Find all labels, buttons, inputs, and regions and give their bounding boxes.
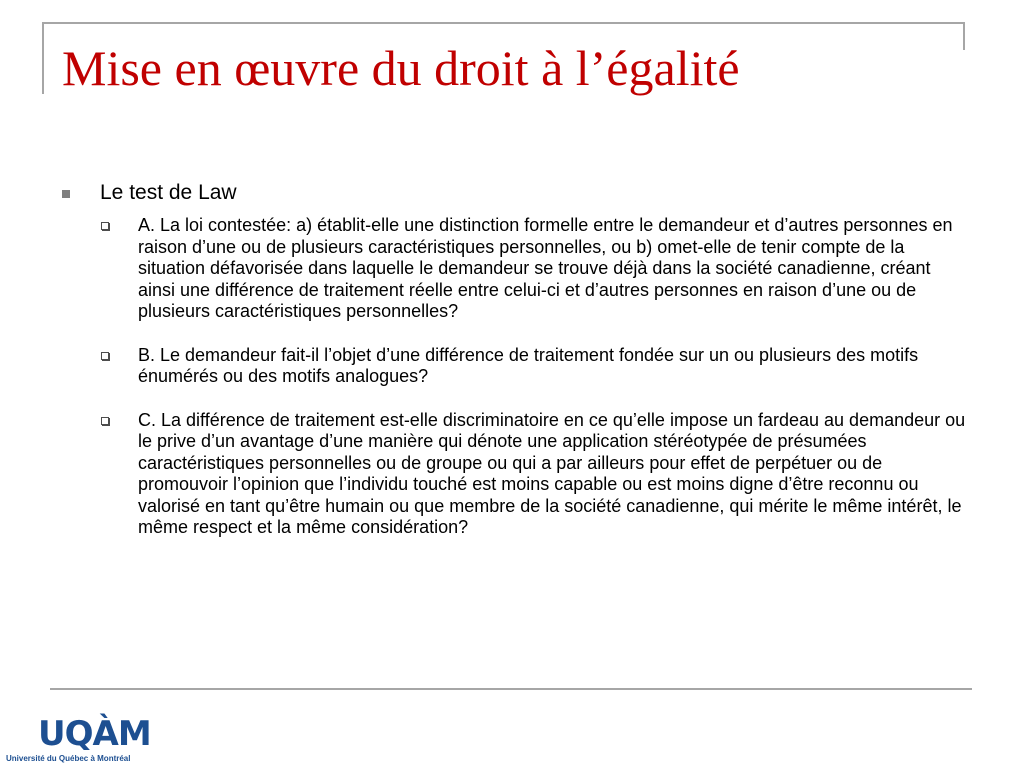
slide-title: Mise en œuvre du droit à l’égalité	[62, 40, 740, 96]
logo-subtitle: Université du Québec à Montréal	[6, 754, 131, 763]
hollow-square-bullet-icon	[101, 417, 109, 425]
square-bullet-icon	[62, 190, 70, 198]
bullet-item	[62, 180, 972, 206]
frame-top-right-line	[963, 22, 965, 50]
uqam-logo	[6, 716, 156, 766]
slide-content	[62, 180, 972, 539]
frame-left-line	[42, 22, 44, 94]
hollow-square-bullet-icon	[101, 222, 109, 230]
subitem-c-text: C. La différence de traitement est-elle discriminatoire en ce qu’elle impose un fardeau au demandeur ou le prive d’un avantage d’une manière qui dénote une application stéréotypée de présumées caractéristiques personnelles ou de groupe ou qui a par ailleurs pour effet de perpétuer ou de promouvoir l’opinion que l’individu touché est moins capable ou est moins digne d’être reconnu ou valorisé en tant qu’être humain ou que membre de la société canadienne, qui mérite le même intérêt, le même respect et la même considération?	[138, 409, 966, 537]
subitem-a	[138, 215, 972, 323]
bullet-text: Le test de Law	[100, 181, 237, 204]
frame-top-line	[42, 22, 964, 24]
subitem-a-text: A. La loi contestée: a) établit-elle une distinction formelle entre le demandeur et d’autres personnes en raison d’une ou de plusieurs caractéristiques personnelles, ou b) omet-elle de tenir compte de la situation défavorisée dans laquelle le demandeur se trouve déjà dans la société canadienne, créant ainsi une différence de traitement réelle entre celui-ci et d’autres personnes en raison d’une ou de plusieurs caractéristiques personnelles?	[138, 215, 953, 321]
subitem-c	[138, 410, 972, 539]
subitem-b-text: B. Le demandeur fait-il l’objet d’une différence de traitement fondée sur un ou plusieurs des motifs énumérés ou des motifs analogues?	[138, 344, 919, 386]
hollow-square-bullet-icon	[101, 352, 109, 360]
frame-bottom-line	[50, 688, 972, 690]
logo-mark: UQÀM	[38, 714, 151, 754]
subitem-b	[138, 345, 972, 388]
